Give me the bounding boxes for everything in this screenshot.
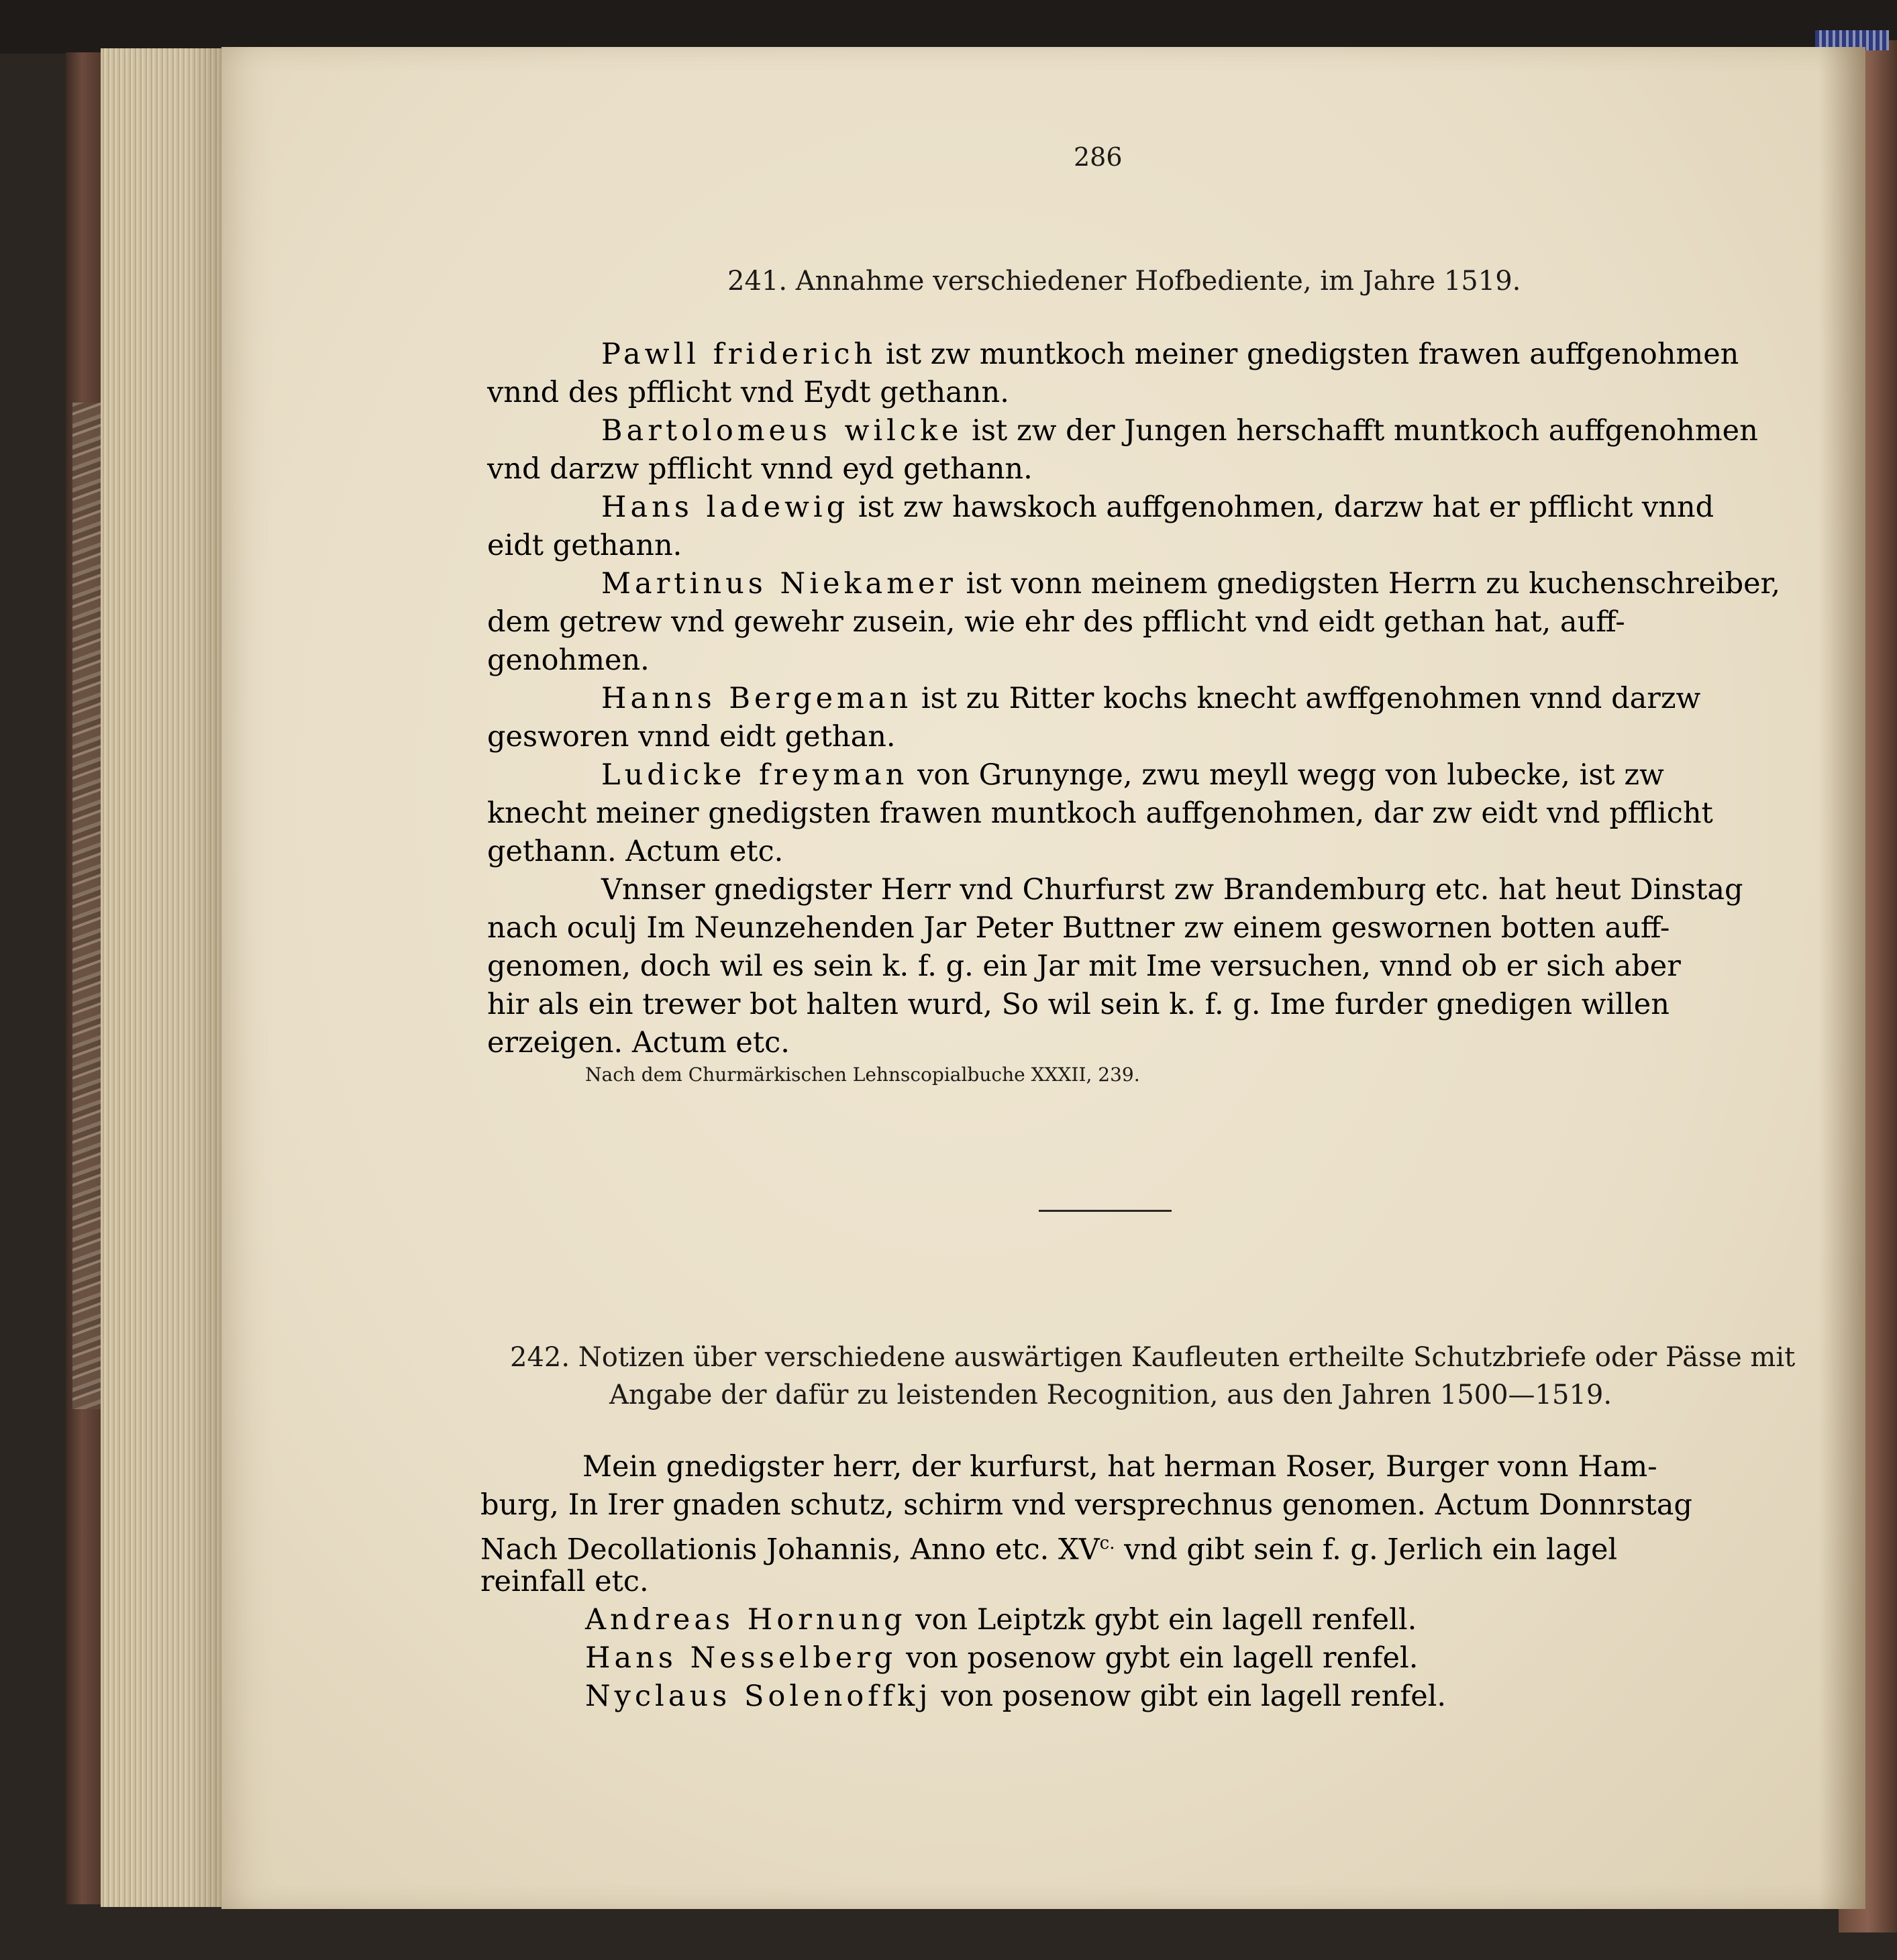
section-divider xyxy=(1039,1210,1172,1212)
entry-line: gesworen vnnd eidt gethan. xyxy=(487,720,896,754)
list-item: Hans Nesselberg von posenow gybt ein lagell renfel. xyxy=(585,1641,1419,1675)
entry-line: vnd darzw pfflicht vnnd eyd gethann. xyxy=(487,452,1033,486)
section-242-body xyxy=(480,1448,1731,1851)
entry-line: vnnd des pfflicht vnd Eydt gethann. xyxy=(487,376,1009,409)
entry-line: genohmen. xyxy=(487,643,650,677)
person-name: Ludicke freyman xyxy=(601,758,909,792)
section-242-heading-line2: Angabe der dafür zu leistenden Recognition, aus den Jahren 1500—1519. xyxy=(609,1380,1612,1410)
paragraph-line: Nach Decollationis Johannis, Anno etc. $XV^{c.}$ vnd gibt sein f. g. Jerlich ein lagel xyxy=(480,1533,1618,1567)
entry-line: eidt gethann. xyxy=(487,529,682,562)
section-242-heading-line1: 242. Notizen über verschiedene auswärtigen Kaufleuten ertheilte Schutzbriefe oder Pässe mit xyxy=(510,1342,1796,1373)
background-top xyxy=(0,0,1897,54)
entry-line: Martinus Niekamer ist vonn meinem gnedigsten Herrn zu kuchenschreiber, xyxy=(601,567,1781,601)
page-number: 286 xyxy=(1074,142,1123,172)
person-name: Nyclaus Solenoffkj xyxy=(585,1680,932,1713)
list-item: Nyclaus Solenoffkj von posenow gibt ein lagell renfel. xyxy=(585,1680,1447,1713)
paragraph-line: hir als ein trewer bot halten wurd, So wil sein k. f. g. Ime furder gnedigen willen xyxy=(487,988,1670,1021)
page-gutter-shadow xyxy=(1818,47,1865,1909)
person-name: Martinus Niekamer xyxy=(601,567,958,601)
entry-line: Ludicke freyman von Grunynge, zwu meyll wegg von lubecke, ist zw xyxy=(601,758,1664,792)
person-name: Hans ladewig xyxy=(601,491,850,524)
list-item: Andreas Hornung von Leiptzk gybt ein lagell renfell. xyxy=(585,1603,1417,1637)
paragraph-line: Mein gnedigster herr, der kurfurst, hat herman Roser, Burger vonn Ham- xyxy=(582,1450,1657,1484)
paragraph-line: reinfall etc. xyxy=(480,1565,649,1598)
person-name: Hans Nesselberg xyxy=(585,1641,897,1675)
entry-line: Hanns Bergeman ist zu Ritter kochs knecht awffgenohmen vnnd darzw xyxy=(601,682,1701,715)
page-edges xyxy=(101,48,228,1907)
person-name: Andreas Hornung xyxy=(585,1603,907,1637)
source-note: Nach dem Churmärkischen Lehnscopialbuche XXXII, 239. xyxy=(585,1064,1140,1086)
person-name: Bartolomeus wilcke xyxy=(601,414,963,448)
entry-line: Pawll friderich ist zw muntkoch meiner gnedigsten frawen auffgenohmen xyxy=(601,338,1739,371)
entry-line: gethann. Actum etc. xyxy=(487,835,784,868)
paragraph-line: burg, In Irer gnaden schutz, schirm vnd versprechnus genomen. Actum Donnrstag xyxy=(480,1488,1692,1522)
person-name: Hanns Bergeman xyxy=(601,682,913,715)
entry-line: knecht meiner gnedigsten frawen muntkoch auffgenohmen, dar zw eidt vnd pfflicht xyxy=(487,796,1713,830)
entry-line: Hans ladewig ist zw hawskoch auffgenohmen, darzw hat er pfflicht vnnd xyxy=(601,491,1714,524)
section-241-body xyxy=(487,336,1781,1074)
paragraph-line: genomen, doch wil es sein k. f. g. ein Jar mit Ime versuchen, vnnd ob er sich aber xyxy=(487,949,1681,983)
paragraph-line: nach oculj Im Neunzehenden Jar Peter Buttner zw einem geswornen botten auff- xyxy=(487,911,1670,945)
marbled-cover xyxy=(72,403,101,1409)
paragraph-line: Vnnser gnedigster Herr vnd Churfurst zw Brandemburg etc. hat heut Dinstag xyxy=(601,873,1743,907)
paragraph-line: erzeigen. Actum etc. xyxy=(487,1026,790,1060)
entry-line: dem getrew vnd gewehr zusein, wie ehr des pfflicht vnd eidt gethan hat, auff- xyxy=(487,605,1625,639)
section-241-heading: 241. Annahme verschiedener Hofbediente, im Jahre 1519. xyxy=(727,266,1521,297)
entry-line: Bartolomeus wilcke ist zw der Jungen herschafft muntkoch auffgenohmen xyxy=(601,414,1758,448)
person-name: Pawll friderich xyxy=(601,338,877,371)
